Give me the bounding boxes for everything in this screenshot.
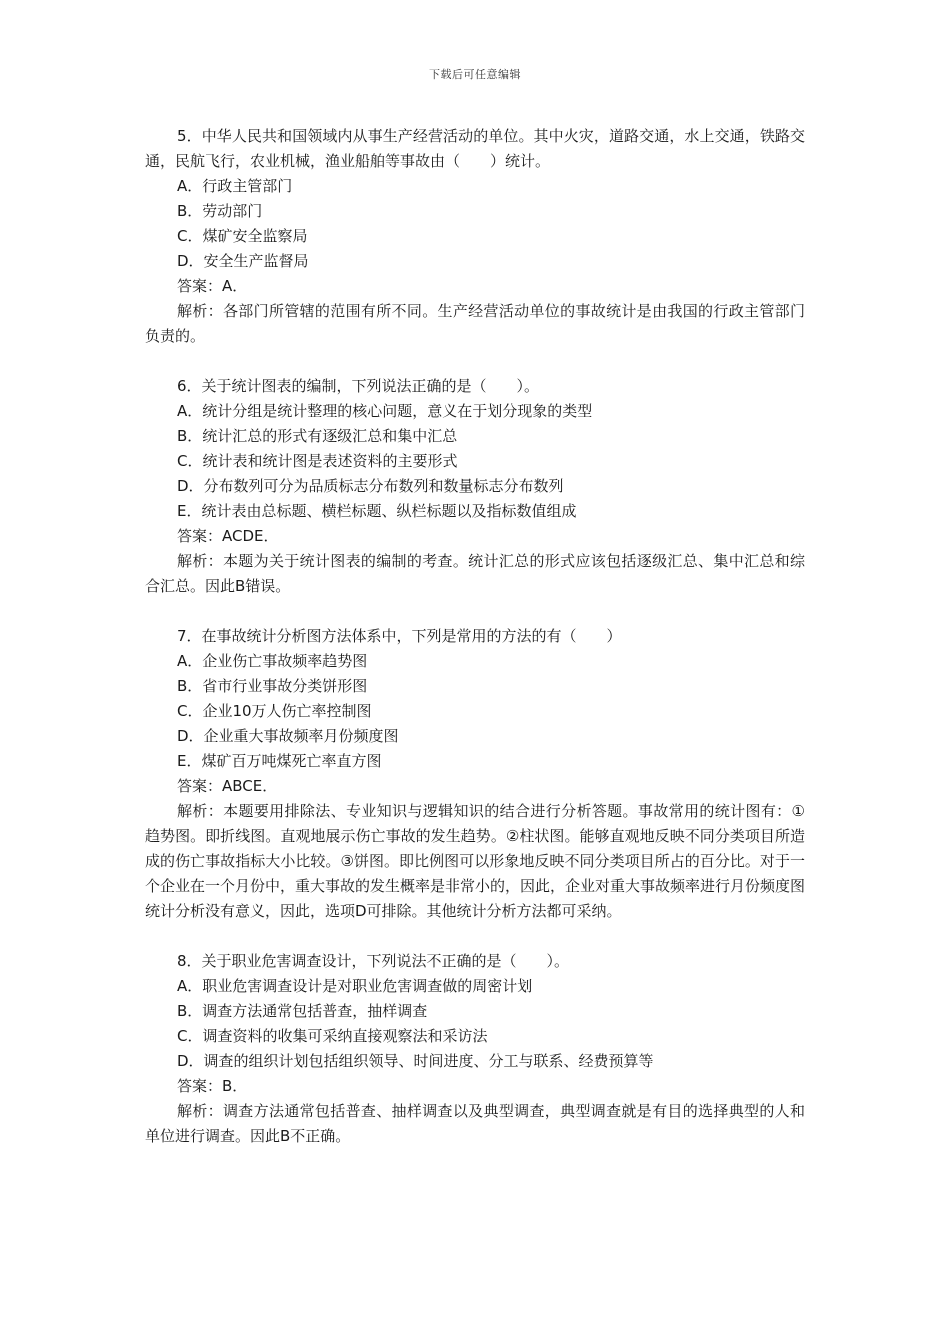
- question-stem: 8．关于职业危害调查设计，下列说法不正确的是（ ）。: [177, 952, 570, 970]
- option-c: C．煤矿安全监察局: [177, 227, 308, 245]
- option-a: A．职业危害调查设计是对职业危害调查做的周密计划: [177, 977, 533, 995]
- option-d: D．安全生产监督局: [177, 252, 309, 270]
- analysis: 解析：本题要用排除法、专业知识与逻辑知识的结合进行分析答题。事故常用的统计图有：①趋势图。即折线图。直观地展示伤亡事故的发生趋势。②柱状图。能够直观地反映不同分类项目所造成的伤亡事故指标大小比较。③饼图。即比例图可以形象地反映不同分类项目所占的百分比。对于一个企业在一个月份中，重大事故的发生概率是非常小的，因此，企业对重大事故频率进行月份频度图统计分析没有意义，因此，选项D可排除。其他统计分析方法都可采纳。: [145, 802, 806, 920]
- option-a: A．行政主管部门: [177, 177, 293, 195]
- question-7: [145, 624, 805, 924]
- option-e: E．煤矿百万吨煤死亡率直方图: [177, 752, 382, 770]
- option-a: A．统计分组是统计整理的核心问题，意义在于划分现象的类型: [177, 402, 593, 420]
- option-a: A．企业伤亡事故频率趋势图: [177, 652, 368, 670]
- option-b: B．劳动部门: [177, 202, 263, 220]
- option-c: C．企业10万人伤亡率控制图: [177, 702, 372, 720]
- document-body: [145, 124, 805, 1174]
- question-5: [145, 124, 805, 349]
- answer: 答案：ABCE．: [177, 777, 278, 795]
- question-stem: 7．在事故统计分析图方法体系中，下列是常用的方法的有（ ）: [177, 627, 622, 645]
- answer: 答案：ACDE．: [177, 527, 279, 545]
- option-d: D．企业重大事故频率月份频度图: [177, 727, 399, 745]
- option-c: C．统计表和统计图是表述资料的主要形式: [177, 452, 458, 470]
- option-e: E．统计表由总标题、横栏标题、纵栏标题以及指标数值组成: [177, 502, 577, 520]
- option-b: B．调查方法通常包括普查，抽样调查: [177, 1002, 428, 1020]
- option-c: C．调查资料的收集可采纳直接观察法和采访法: [177, 1027, 488, 1045]
- option-b: B．省市行业事故分类饼形图: [177, 677, 368, 695]
- page-header: 下载后可任意编辑: [429, 68, 521, 81]
- option-d: D．调查的组织计划包括组织领导、时间进度、分工与联系、经费预算等: [177, 1052, 654, 1070]
- answer: 答案：B．: [177, 1077, 248, 1095]
- question-6: [145, 374, 805, 599]
- question-stem: 6．关于统计图表的编制，下列说法正确的是（ ）。: [177, 377, 540, 395]
- question-8: [145, 949, 805, 1149]
- answer: 答案：A．: [177, 277, 248, 295]
- analysis: 解析：各部门所管辖的范围有所不同。生产经营活动单位的事故统计是由我国的行政主管部门负责的。: [145, 302, 805, 345]
- question-stem: 5．中华人民共和国领域内从事生产经营活动的单位。其中火灾，道路交通，水上交通，铁路交通，民航飞行，农业机械，渔业船舶等事故由（ ）统计。: [145, 127, 805, 170]
- option-b: B．统计汇总的形式有逐级汇总和集中汇总: [177, 427, 458, 445]
- option-d: D．分布数列可分为品质标志分布数列和数量标志分布数列: [177, 477, 564, 495]
- analysis: 解析：本题为关于统计图表的编制的考查。统计汇总的形式应该包括逐级汇总、集中汇总和综合汇总。因此B错误。: [145, 552, 805, 595]
- analysis: 解析：调查方法通常包括普查、抽样调查以及典型调查，典型调查就是有目的选择典型的人和单位进行调查。因此B不正确。: [145, 1102, 805, 1145]
